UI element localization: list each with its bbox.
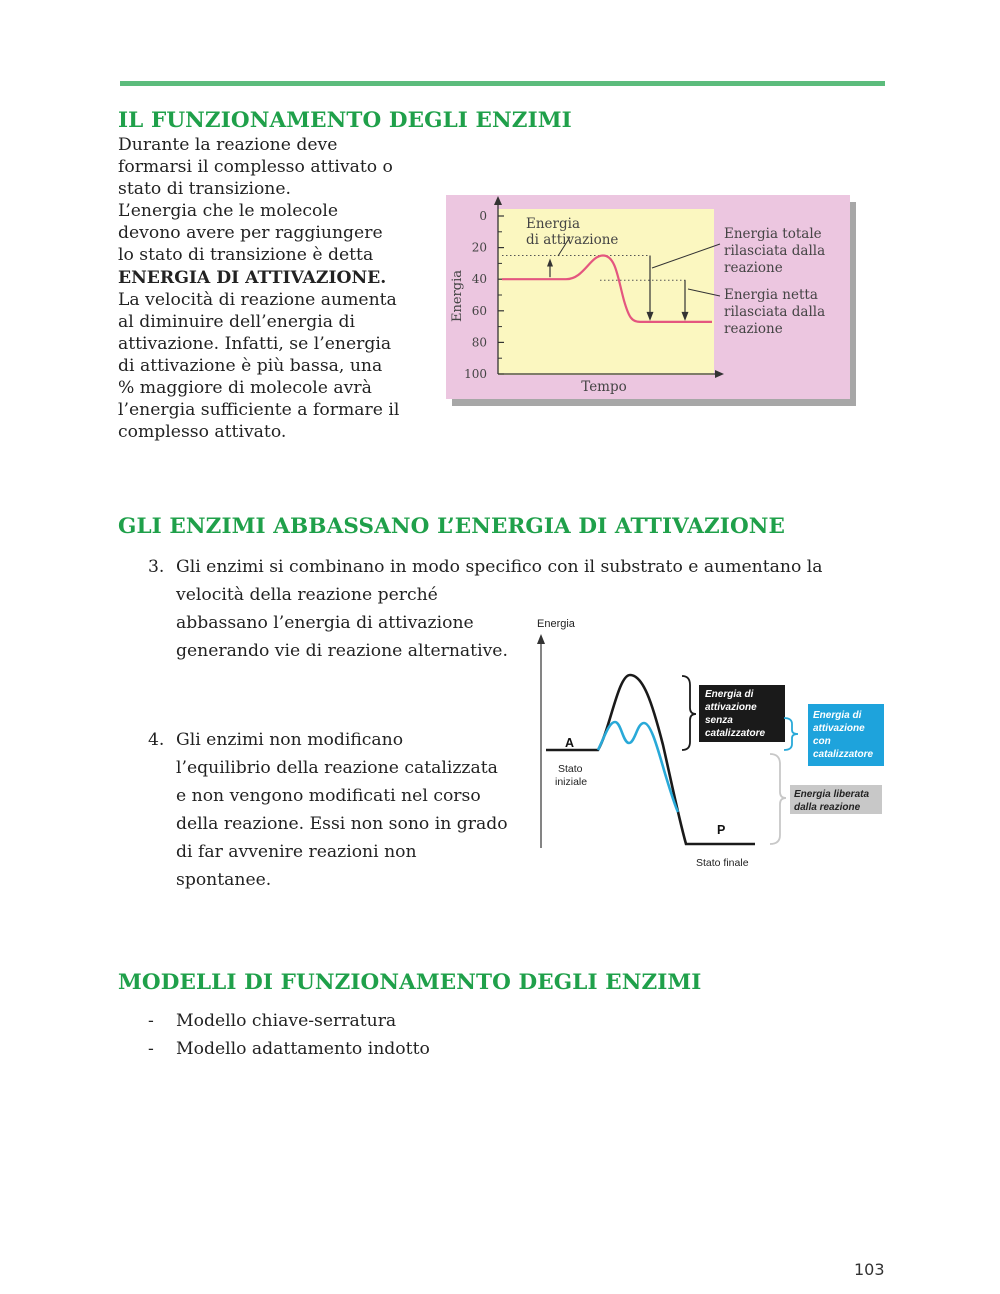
- intro-paragraph: [118, 134, 418, 443]
- intro-line: complesso attivato.: [118, 422, 287, 443]
- initial-state-label: Stato: [558, 763, 583, 775]
- activation-label-line: Energia: [526, 216, 580, 232]
- net-label-line: Energia netta: [724, 287, 818, 303]
- item4-line: l’equilibrio della reazione catalizzata: [176, 758, 498, 778]
- energy-axis-arrow: [537, 634, 545, 644]
- list-item-model: [148, 1039, 430, 1059]
- catalysis-energy-diagram: [530, 610, 890, 872]
- top-green-rule: [120, 81, 885, 86]
- list-item-4: [148, 726, 528, 901]
- y-tick-label: 60: [471, 303, 487, 318]
- model-name: Modello chiave-serratura: [176, 1011, 397, 1031]
- item3-line: generando vie di reazione alternative.: [176, 641, 508, 661]
- total-label-line: rilasciata dalla: [724, 243, 826, 259]
- uncatalyzed-box-line: Energia di: [705, 689, 754, 700]
- released-energy-line: dalla reazione: [794, 802, 861, 813]
- intro-line: di attivazione è più bassa, una: [118, 355, 383, 376]
- total-label-line: reazione: [724, 260, 783, 276]
- activation-energy-term: ENERGIA DI ATTIVAZIONE.: [118, 267, 387, 288]
- gray-brace: [770, 754, 786, 844]
- list-dash: -: [148, 1011, 154, 1031]
- reactant-label: A: [565, 736, 575, 750]
- catalyzed-box-line: catalizzatore: [813, 749, 874, 760]
- list-dash: -: [148, 1039, 154, 1059]
- uncatalyzed-box-line: attivazione: [705, 702, 757, 713]
- black-brace: [682, 676, 696, 750]
- intro-line: % maggiore di molecole avrà: [118, 378, 372, 399]
- intro-line: formarsi il complesso attivato o: [118, 157, 393, 178]
- released-energy-line: Energia liberata: [794, 789, 870, 800]
- y-axis-label: Energia: [450, 270, 465, 322]
- energy-axis-label: Energia: [537, 618, 575, 630]
- blue-brace: [784, 718, 798, 750]
- catalyzed-box-line: Energia di: [813, 710, 862, 721]
- heading-enzyme-function: IL FUNZIONAMENTO DEGLI ENZIMI: [118, 108, 572, 133]
- item3-line: Gli enzimi si combinano in modo specifico con il substrato e aumentano la: [176, 557, 823, 577]
- catalyzed-box-line: attivazione: [813, 723, 865, 734]
- y-tick-label: 0: [479, 209, 487, 223]
- item4-line: di far avvenire reazioni non: [176, 842, 417, 862]
- item3-line: abbassano l’energia di attivazione: [176, 613, 474, 633]
- net-label-line: rilasciata dalla: [724, 304, 826, 320]
- intro-line: Durante la reazione deve: [118, 135, 338, 155]
- catalyzed-path: [598, 722, 678, 812]
- page-number: 103: [854, 1260, 885, 1279]
- model-name: Modello adattamento indotto: [176, 1039, 430, 1059]
- item4-line: della reazione. Essi non sono in grado: [176, 814, 508, 834]
- final-state-label: Stato finale: [696, 857, 749, 869]
- intro-line: devono avere per raggiungere: [118, 223, 383, 244]
- activation-label-line: di attivazione: [526, 232, 619, 248]
- intro-line: attivazione. Infatti, se l’energia: [118, 333, 392, 354]
- y-tick-label: 80: [471, 335, 487, 350]
- intro-line: L’energia che le molecole: [118, 201, 339, 222]
- heading-enzyme-models: MODELLI DI FUNZIONAMENTO DEGLI ENZIMI: [118, 970, 702, 995]
- product-label: P: [717, 823, 726, 837]
- heading-enzymes-lower-energy: GLI ENZIMI ABBASSANO L’ENERGIA DI ATTIVAZIONE: [118, 514, 786, 539]
- intro-line: lo stato di transizione è detta: [118, 245, 374, 266]
- item3-line: velocità della reazione perché: [176, 585, 438, 605]
- intro-line: al diminuire dell’energia di: [118, 311, 355, 332]
- y-tick-label: 20: [471, 240, 487, 255]
- list-number: 3.: [148, 557, 165, 577]
- initial-state-label: iniziale: [555, 776, 588, 788]
- net-label-line: reazione: [724, 321, 783, 337]
- energy-time-chart: [440, 190, 860, 410]
- item4-line: Gli enzimi non modificano: [176, 730, 404, 750]
- uncatalyzed-box-line: senza: [705, 715, 733, 726]
- intro-line: stato di transizione.: [118, 179, 292, 200]
- y-tick-label: 100: [464, 367, 487, 381]
- x-axis-label: Tempo: [581, 379, 627, 395]
- list-item-model: [148, 1011, 397, 1031]
- item4-line: e non vengono modificati nel corso: [176, 786, 481, 806]
- uncatalyzed-box-line: catalizzatore: [705, 728, 766, 739]
- intro-line: l’energia sufficiente a formare il: [118, 400, 400, 421]
- catalyzed-box-line: con: [813, 736, 831, 747]
- y-tick-label: 40: [471, 272, 487, 287]
- item4-line: spontanee.: [176, 870, 272, 890]
- total-label-line: Energia totale: [724, 226, 822, 242]
- list-number: 4.: [148, 730, 165, 750]
- intro-line: La velocità di reazione aumenta: [118, 289, 397, 310]
